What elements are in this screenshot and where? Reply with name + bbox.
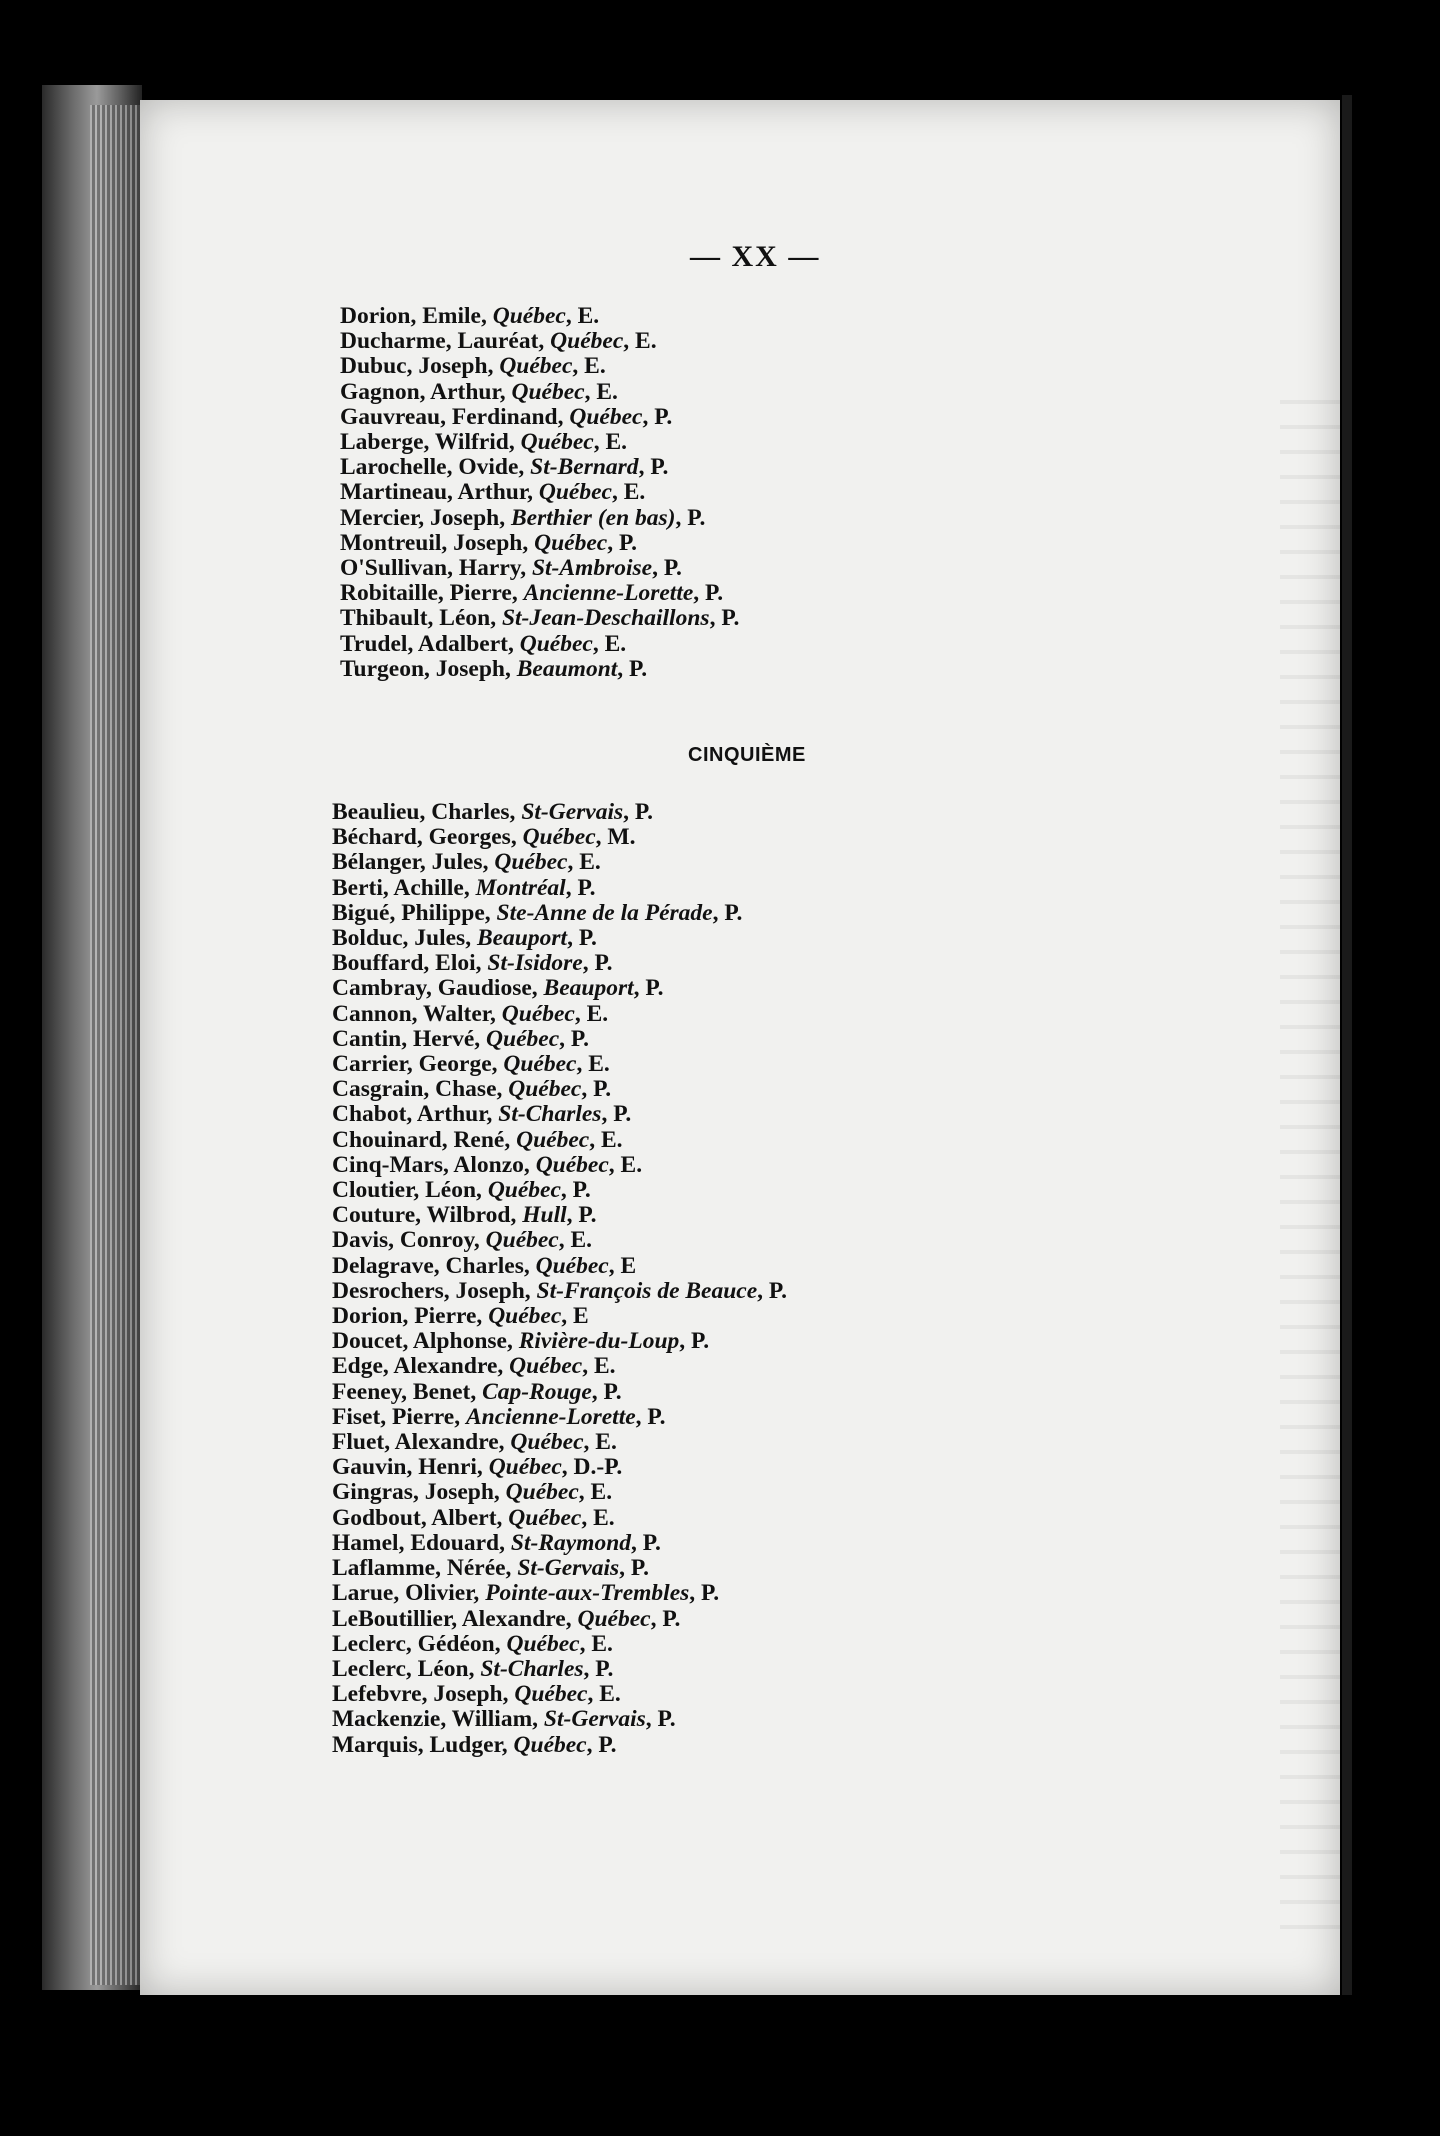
list-entry: [332, 951, 1252, 976]
entry-place: Québec: [494, 849, 568, 876]
list-entry: [340, 304, 1260, 329]
list-entry: [340, 531, 1260, 556]
entry-place: St-Bernard: [530, 454, 639, 481]
entry-suffix: , P.: [591, 1378, 622, 1405]
list-entry: [340, 632, 1260, 657]
list-entry: [332, 1657, 1252, 1682]
list-entry: [332, 1733, 1252, 1758]
entry-place: Québec: [510, 1429, 584, 1456]
entry-name: Gauvreau, Ferdinand,: [340, 403, 570, 430]
entry-suffix: , M.: [595, 824, 636, 851]
list-entry: [332, 1077, 1252, 1102]
entry-name: O'Sullivan, Harry,: [340, 555, 532, 582]
entry-suffix: , P.: [757, 1277, 787, 1304]
entry-suffix: , E.: [587, 1681, 621, 1708]
entry-suffix: , P.: [565, 874, 596, 901]
list-entry: [340, 581, 1260, 606]
entry-place: Québec: [487, 1177, 561, 1204]
list-entry: [340, 657, 1260, 682]
list-entry: [340, 480, 1260, 505]
entry-name: Lefebvre, Joseph,: [332, 1681, 515, 1708]
entry-suffix: , P.: [607, 529, 638, 556]
list-entry: [332, 1329, 1252, 1354]
entry-name: Dubuc, Joseph,: [340, 353, 500, 380]
list-entry: [340, 430, 1260, 455]
entry-place: Québec: [503, 1051, 577, 1078]
entry-suffix: , E.: [592, 630, 627, 657]
list-entry: [332, 1707, 1252, 1732]
entry-name: Béchard, Georges,: [332, 824, 523, 851]
list-entry: [332, 1178, 1252, 1203]
list-entry: [332, 1304, 1252, 1329]
list-entry: [332, 976, 1252, 1001]
entry-name: Robitaille, Pierre,: [340, 580, 524, 607]
list-entry: [332, 1607, 1252, 1632]
list-entry: [332, 1405, 1252, 1430]
list-entry: [332, 1455, 1252, 1480]
entry-place: Québec: [486, 1025, 560, 1052]
entry-place: Québec: [501, 1000, 575, 1027]
entry-place: Beaumont: [516, 655, 618, 682]
entry-name: Gauvin, Henri,: [332, 1454, 489, 1481]
entry-name: Edge, Alexandre,: [332, 1353, 510, 1380]
entry-place: Québec: [492, 303, 566, 329]
page-number: — XX —: [690, 240, 821, 273]
entry-suffix: , P.: [712, 899, 743, 926]
entry-suffix: , P.: [693, 580, 724, 607]
entry-place: St-Gervais: [517, 1555, 620, 1582]
entry-name: Berti, Achille,: [332, 874, 476, 901]
entry-suffix: , P.: [617, 655, 648, 682]
entry-suffix: , P.: [631, 1529, 661, 1556]
list-entry: [340, 556, 1260, 581]
entry-suffix: , P.: [675, 504, 706, 531]
entry-name: Leclerc, Léon,: [332, 1655, 481, 1682]
entry-place: Québec: [488, 1454, 562, 1481]
entry-name: Montreuil, Joseph,: [340, 529, 535, 556]
entry-name: Cambray, Gaudiose,: [332, 975, 544, 1002]
entry-name: Feeney, Benet,: [332, 1378, 483, 1405]
entry-suffix: , E.: [589, 1126, 623, 1153]
entry-suffix: , E.: [608, 1151, 643, 1178]
list-entry: [332, 1128, 1252, 1153]
entry-suffix: , E: [608, 1252, 637, 1279]
list-entry: [332, 1002, 1252, 1027]
entry-suffix: , E.: [584, 378, 618, 405]
entry-suffix: , P.: [679, 1328, 710, 1355]
list-entry: [332, 1430, 1252, 1455]
entry-name: Godbout, Albert,: [332, 1504, 509, 1531]
entry-place: Beauport: [476, 925, 568, 952]
entry-name: Doucet, Alphonse,: [332, 1328, 519, 1355]
entry-name: Cinq-Mars, Alonzo,: [332, 1151, 536, 1178]
entry-suffix: , P.: [583, 1655, 614, 1682]
entry-place: Québec: [506, 1630, 580, 1657]
entry-suffix: , E: [561, 1303, 589, 1330]
entry-suffix: , P.: [582, 950, 613, 977]
entry-name: Martineau, Arthur,: [340, 479, 539, 506]
entry-suffix: , E.: [558, 1227, 593, 1254]
entry-suffix: , P.: [638, 454, 669, 481]
entry-suffix: , P.: [650, 1605, 681, 1632]
list-entry: [332, 1581, 1252, 1606]
list-entry: [340, 405, 1260, 430]
entry-suffix: , E.: [572, 353, 606, 380]
entry-suffix: , E.: [581, 1504, 615, 1531]
entry-place: St-Gervais: [543, 1706, 646, 1733]
entry-suffix: , E.: [611, 479, 646, 506]
page-right-edge: [1342, 95, 1352, 1995]
list-entry: [332, 1254, 1252, 1279]
entry-place: Québec: [519, 630, 593, 657]
entry-place: St-Charles: [480, 1655, 584, 1682]
entry-name: Larue, Olivier,: [332, 1580, 486, 1607]
list-entry: [332, 1531, 1252, 1556]
entry-name: Couture, Wilbrod,: [332, 1202, 523, 1229]
name-list-upper: [340, 304, 1260, 682]
entry-place: Québec: [488, 1303, 562, 1330]
list-entry: [332, 901, 1252, 926]
entry-name: Chouinard, René,: [332, 1126, 517, 1153]
entry-place: Québec: [513, 1731, 587, 1758]
entry-place: Pointe-aux-Trembles: [485, 1580, 690, 1607]
entry-name: Gagnon, Arthur,: [340, 378, 512, 405]
entry-name: Dorion, Emile,: [340, 303, 493, 329]
list-entry: [332, 876, 1252, 901]
list-entry: [340, 506, 1260, 531]
entry-name: Marquis, Ludger,: [332, 1731, 514, 1758]
entry-name: Bolduc, Jules,: [332, 925, 477, 952]
list-entry: [332, 825, 1252, 850]
entry-name: Cloutier, Léon,: [332, 1177, 488, 1204]
entry-suffix: , P.: [633, 975, 664, 1002]
list-entry: [340, 606, 1260, 631]
entry-suffix: , P.: [567, 925, 597, 952]
entry-name: Laflamme, Nérée,: [332, 1555, 518, 1582]
entry-suffix: , P.: [559, 1025, 589, 1052]
entry-suffix: , P.: [709, 605, 740, 632]
list-entry: [340, 329, 1260, 354]
list-entry: [332, 1027, 1252, 1052]
list-entry: [332, 1102, 1252, 1127]
entry-place: Québec: [505, 1479, 579, 1506]
entry-place: Québec: [534, 529, 608, 556]
entry-suffix: , E.: [567, 849, 601, 876]
list-entry: [332, 926, 1252, 951]
entry-suffix: , P.: [581, 1076, 612, 1103]
entry-name: Ducharme, Lauréat,: [340, 328, 551, 355]
entry-place: St-François de Beauce: [536, 1277, 758, 1304]
entry-name: Dorion, Pierre,: [332, 1303, 489, 1330]
list-entry: [332, 1682, 1252, 1707]
entry-place: Ste-Anne de la Pérade: [496, 899, 713, 926]
entry-place: Québec: [535, 1151, 609, 1178]
list-entry: [332, 1632, 1252, 1657]
entry-place: Cap-Rouge: [482, 1378, 592, 1405]
list-entry: [332, 1279, 1252, 1304]
entry-place: Québec: [516, 1126, 590, 1153]
entry-name: Mercier, Joseph,: [340, 504, 511, 531]
entry-name: Carrier, George,: [332, 1051, 504, 1078]
entry-place: St-Charles: [498, 1101, 602, 1128]
entry-place: Québec: [511, 378, 585, 405]
entry-place: St-Ambroise: [531, 555, 653, 582]
entry-name: Casgrain, Chase,: [332, 1076, 509, 1103]
entry-place: Québec: [509, 1353, 583, 1380]
entry-place: Hull: [522, 1202, 567, 1229]
entry-suffix: , P.: [645, 1706, 676, 1733]
entry-name: LeBoutillier, Alexandre,: [332, 1605, 578, 1632]
entry-place: Québec: [514, 1681, 588, 1708]
entry-place: St-Isidore: [487, 950, 583, 977]
entry-place: Berthier (en bas): [511, 504, 676, 531]
entry-suffix: , E.: [565, 303, 600, 329]
entry-suffix: , P.: [623, 799, 653, 825]
list-entry: [332, 1354, 1252, 1379]
list-entry: [340, 354, 1260, 379]
entry-name: Bouffard, Eloi,: [332, 950, 488, 977]
entry-place: Québec: [538, 479, 612, 506]
entry-place: Ancienne-Lorette: [465, 1403, 636, 1430]
list-entry: [332, 1228, 1252, 1253]
entry-place: Ancienne-Lorette: [523, 580, 694, 607]
entry-suffix: , P.: [689, 1580, 720, 1607]
entry-suffix: , E.: [583, 1429, 617, 1456]
entry-name: Thibault, Léon,: [340, 605, 502, 632]
entry-place: St-Gervais: [521, 799, 624, 825]
entry-suffix: , P.: [652, 555, 682, 582]
entry-suffix: , D.-P.: [561, 1454, 623, 1481]
entry-place: Québec: [522, 824, 596, 851]
entry-place: Québec: [499, 353, 573, 380]
entry-place: Beauport: [543, 975, 634, 1002]
list-entry: [332, 800, 1252, 825]
entry-suffix: , P.: [566, 1202, 597, 1229]
entry-place: Montréal: [475, 874, 566, 901]
entry-name: Hamel, Edouard,: [332, 1529, 511, 1556]
section-heading: CINQUIÈME: [688, 744, 806, 766]
bleed-through-text: [1280, 400, 1440, 1950]
entry-suffix: , E.: [582, 1353, 616, 1380]
entry-name: Fluet, Alexandre,: [332, 1429, 511, 1456]
entry-suffix: , P.: [619, 1555, 649, 1582]
entry-suffix: , E.: [576, 1051, 610, 1078]
list-entry: [332, 1052, 1252, 1077]
entry-name: Bigué, Philippe,: [332, 899, 497, 926]
entry-suffix: , E.: [579, 1630, 613, 1657]
entry-name: Fiset, Pierre,: [332, 1403, 466, 1430]
entry-suffix: , P.: [642, 403, 673, 430]
entry-place: Québec: [577, 1605, 651, 1632]
entry-suffix: , P.: [560, 1177, 591, 1204]
list-entry: [340, 455, 1260, 480]
page-edges: [90, 105, 140, 1985]
list-entry: [332, 1556, 1252, 1581]
list-entry: [332, 1380, 1252, 1405]
entry-suffix: , E.: [578, 1479, 613, 1506]
list-entry: [332, 850, 1252, 875]
entry-name: Trudel, Adalbert,: [340, 630, 520, 657]
entry-suffix: , P.: [635, 1403, 666, 1430]
entry-suffix: , P.: [601, 1101, 632, 1128]
entry-name: Davis, Conroy,: [332, 1227, 486, 1254]
list-entry: [332, 1203, 1252, 1228]
entry-name: Turgeon, Joseph,: [340, 655, 517, 682]
entry-name: Beaulieu, Charles,: [332, 799, 522, 825]
entry-name: Laberge, Wilfrid,: [340, 429, 521, 456]
entry-name: Mackenzie, William,: [332, 1706, 544, 1733]
name-list-cinquieme: [332, 800, 1252, 1758]
entry-suffix: , P.: [586, 1731, 617, 1758]
entry-place: Québec: [535, 1252, 609, 1279]
entry-name: Gingras, Joseph,: [332, 1479, 506, 1506]
list-entry: [332, 1153, 1252, 1178]
list-entry: [332, 1506, 1252, 1531]
list-entry: [332, 1480, 1252, 1505]
entry-place: St-Jean-Deschaillons: [501, 605, 710, 632]
entry-place: Québec: [520, 429, 594, 456]
entry-name: Chabot, Arthur,: [332, 1101, 499, 1128]
entry-name: Desrochers, Joseph,: [332, 1277, 537, 1304]
entry-name: Cantin, Hervé,: [332, 1025, 487, 1052]
entry-name: Delagrave, Charles,: [332, 1252, 536, 1279]
entry-name: Cannon, Walter,: [332, 1000, 502, 1027]
entry-suffix: , E.: [623, 328, 657, 355]
entry-place: Québec: [485, 1227, 559, 1254]
entry-place: St-Raymond: [510, 1529, 632, 1556]
entry-place: Québec: [508, 1076, 582, 1103]
entry-name: Leclerc, Gédéon,: [332, 1630, 507, 1657]
entry-place: Rivière-du-Loup: [518, 1328, 680, 1355]
entry-suffix: , E.: [574, 1000, 609, 1027]
entry-name: Larochelle, Ovide,: [340, 454, 531, 481]
entry-place: Québec: [508, 1504, 582, 1531]
entry-suffix: , E.: [593, 429, 628, 456]
entry-place: Québec: [569, 403, 643, 430]
entry-name: Bélanger, Jules,: [332, 849, 495, 876]
list-entry: [340, 380, 1260, 405]
entry-place: Québec: [550, 328, 624, 355]
